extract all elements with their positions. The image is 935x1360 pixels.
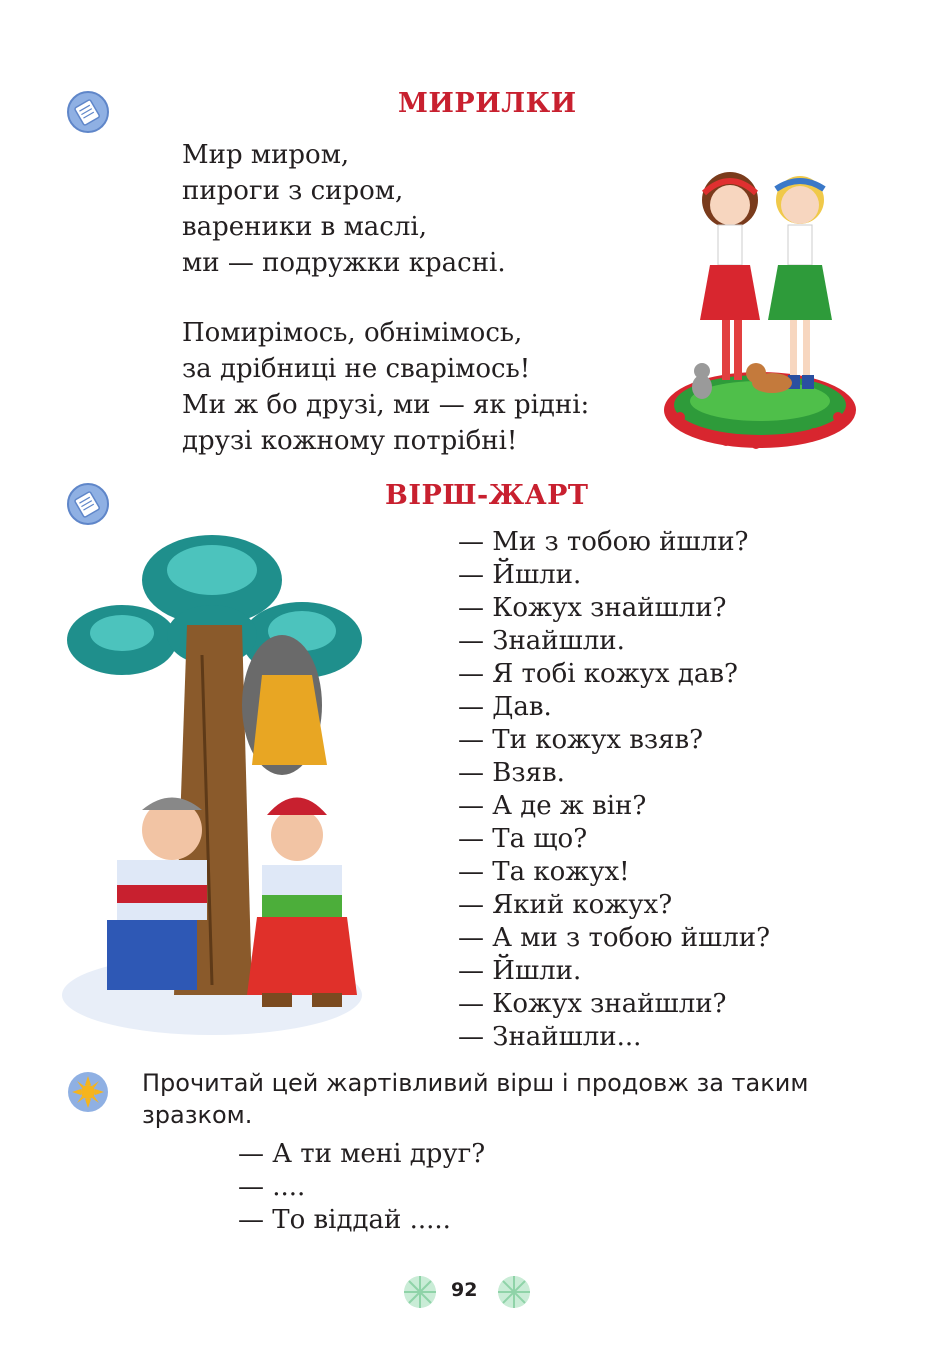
example-line: — То віддай ..... <box>238 1205 451 1235</box>
poem-stanza-1 <box>182 137 506 281</box>
page-number: 92 <box>451 1279 478 1301</box>
dialog-line: — Йшли. <box>458 956 582 986</box>
dialog-poem <box>458 526 770 1054</box>
dialog-line: — Знайшли... <box>458 1022 642 1052</box>
dialog-line: — Та кожух! <box>458 857 630 887</box>
dialog-line: — Взяв. <box>458 758 565 788</box>
girls-illustration <box>660 155 860 455</box>
poem-line: вареники в маслі, <box>182 212 427 242</box>
example-line: — .... <box>238 1172 306 1202</box>
snowflake-ornament-left <box>400 1272 440 1312</box>
snowflake-ornament-right <box>494 1272 534 1312</box>
poem-stanza-2 <box>182 315 589 459</box>
dialog-line: — Дав. <box>458 692 552 722</box>
dialog-line: — Ми з тобою йшли? <box>458 527 749 557</box>
task-instruction: Прочитай цей жартівливий вірш і продовж за таким зразком. <box>142 1069 809 1129</box>
dialog-line: — А де ж він? <box>458 791 647 821</box>
poem-line: друзі кожному потрібні! <box>182 426 518 456</box>
dialog-line: — Кожух знайшли? <box>458 989 727 1019</box>
section-title-virsh-zhart: ВІРШ-ЖАРТ <box>385 480 589 511</box>
poem-line: Мир миром, <box>182 140 350 170</box>
poem-line: пироги з сиром, <box>182 176 404 206</box>
dialog-line: — Знайшли. <box>458 626 625 656</box>
dialog-line: — Ти кожух взяв? <box>458 725 704 755</box>
sun-icon <box>66 1070 110 1114</box>
dialog-line: — Кожух знайшли? <box>458 593 727 623</box>
poem-line: Помирімось, обнімімось, <box>182 318 523 348</box>
dialog-line: — А ми з тобою йшли? <box>458 923 771 953</box>
tree-illustration <box>62 525 392 1040</box>
dialog-line: — Я тобі кожух дав? <box>458 659 738 689</box>
book-icon <box>66 90 110 134</box>
example-dialog <box>238 1138 485 1237</box>
dialog-line: — Та що? <box>458 824 588 854</box>
poem-line: за дрібниці не сварімось! <box>182 354 531 384</box>
poem-line: Ми ж бо друзі, ми — як рідні: <box>182 390 590 420</box>
book-icon <box>66 482 110 526</box>
dialog-line: — Йшли. <box>458 560 582 590</box>
section-title-myrylky: МИРИЛКИ <box>398 88 577 119</box>
example-line: — А ти мені друг? <box>238 1139 486 1169</box>
poem-line: ми — подружки красні. <box>182 248 506 278</box>
dialog-line: — Який кожух? <box>458 890 673 920</box>
